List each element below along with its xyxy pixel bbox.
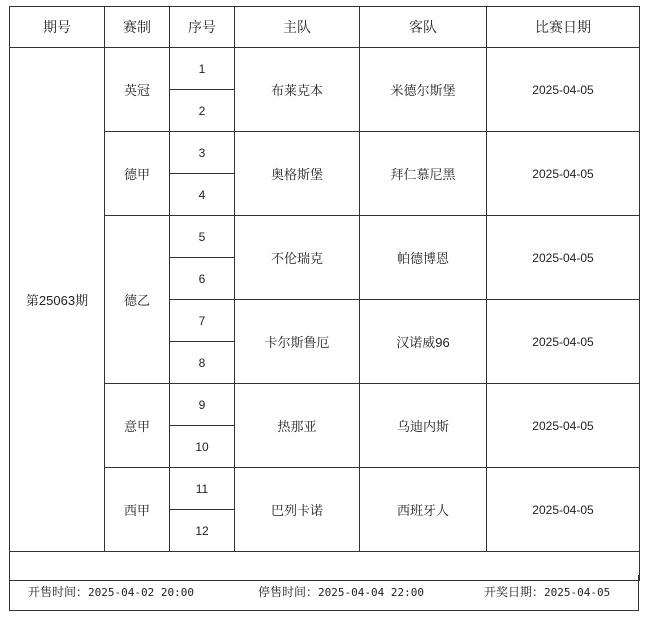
table-row <box>10 48 640 90</box>
home-team-cell: 不伦瑞克 <box>235 216 360 300</box>
sale-start-value: 2025-04-02 20:00 <box>88 586 194 599</box>
sale-start-label: 开售时间： <box>28 585 89 599</box>
seq-cell: 9 <box>170 384 235 426</box>
match-date-cell: 2025-04-05 <box>487 132 640 216</box>
header-row <box>10 7 640 48</box>
table-row <box>10 384 640 426</box>
seq-cell: 8 <box>170 342 235 384</box>
seq-cell: 6 <box>170 258 235 300</box>
sale-start-info <box>28 583 194 600</box>
seq-cell: 2 <box>170 90 235 132</box>
home-team-cell: 卡尔斯鲁厄 <box>235 300 360 384</box>
league-cell: 德乙 <box>105 216 170 384</box>
header-home: 主队 <box>235 7 360 48</box>
match-date-cell: 2025-04-05 <box>487 384 640 468</box>
seq-cell: 3 <box>170 132 235 174</box>
sale-stop-info <box>258 583 424 600</box>
match-date-cell: 2025-04-05 <box>487 48 640 132</box>
league-cell: 英冠 <box>105 48 170 132</box>
seq-cell: 1 <box>170 48 235 90</box>
sale-stop-label: 停售时间： <box>258 585 319 599</box>
seq-cell: 10 <box>170 426 235 468</box>
away-team-cell: 乌迪内斯 <box>360 384 487 468</box>
league-cell: 意甲 <box>105 384 170 468</box>
header-away: 客队 <box>360 7 487 48</box>
header-league: 赛制 <box>105 7 170 48</box>
seq-cell: 5 <box>170 216 235 258</box>
match-date-cell: 2025-04-05 <box>487 468 640 552</box>
seq-cell: 7 <box>170 300 235 342</box>
away-team-cell: 米德尔斯堡 <box>360 48 487 132</box>
seq-cell: 11 <box>170 468 235 510</box>
table-row <box>10 468 640 510</box>
away-team-cell: 拜仁慕尼黑 <box>360 132 487 216</box>
seq-cell: 4 <box>170 174 235 216</box>
home-team-cell: 巴列卡诺 <box>235 468 360 552</box>
seq-cell: 12 <box>170 510 235 552</box>
header-seq: 序号 <box>170 7 235 48</box>
draw-date-info <box>484 583 610 600</box>
home-team-cell: 布莱克本 <box>235 48 360 132</box>
schedule-table <box>9 6 640 581</box>
header-period: 期号 <box>10 7 105 48</box>
league-cell: 德甲 <box>105 132 170 216</box>
header-date: 比赛日期 <box>487 7 640 48</box>
sale-stop-value: 2025-04-04 22:00 <box>318 586 424 599</box>
away-team-cell: 帕德博恩 <box>360 216 487 300</box>
table-row <box>10 132 640 174</box>
draw-date-label: 开奖日期： <box>484 585 545 599</box>
period-cell: 第25063期 <box>10 48 105 552</box>
draw-date-value: 2025-04-05 <box>544 586 611 599</box>
match-date-cell: 2025-04-05 <box>487 216 640 300</box>
match-date-cell: 2025-04-05 <box>487 300 640 384</box>
league-cell: 西甲 <box>105 468 170 552</box>
away-team-cell: 西班牙人 <box>360 468 487 552</box>
away-team-cell: 汉诺威96 <box>360 300 487 384</box>
sale-info-footer <box>9 575 639 611</box>
home-team-cell: 奥格斯堡 <box>235 132 360 216</box>
home-team-cell: 热那亚 <box>235 384 360 468</box>
table-row <box>10 216 640 258</box>
